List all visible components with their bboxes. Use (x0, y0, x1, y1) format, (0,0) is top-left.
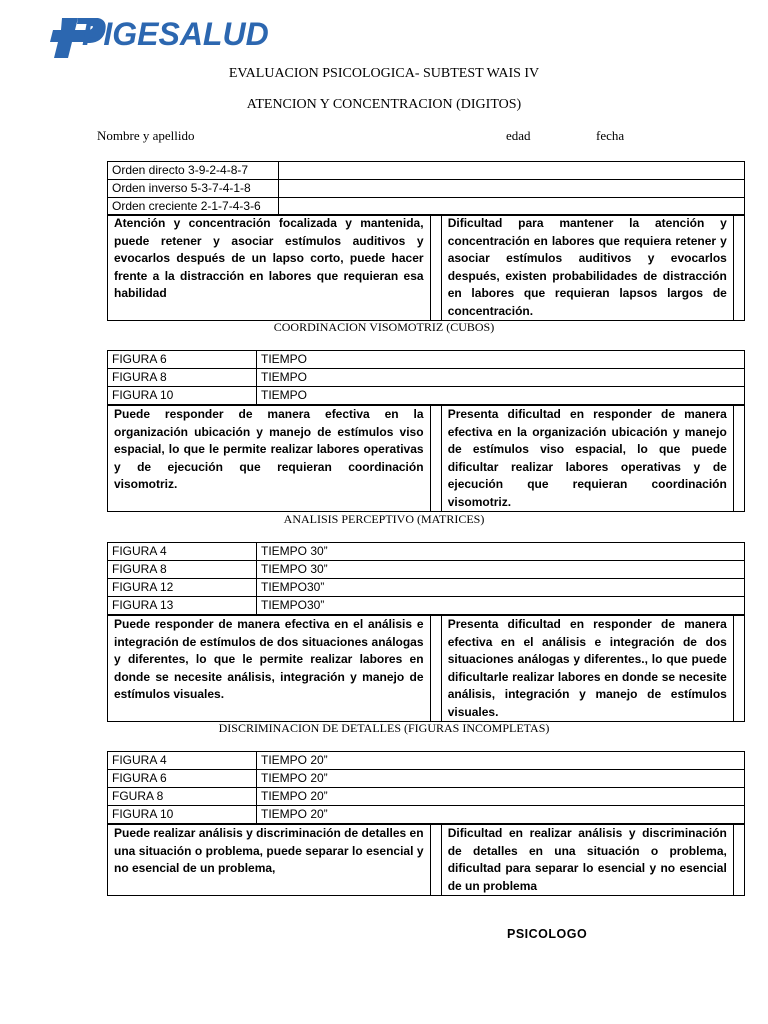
incomplete-figures-description-table (107, 824, 745, 896)
table-row (108, 180, 745, 198)
figure-label: FGURA 8 (108, 788, 257, 806)
digits-description-table (107, 214, 745, 321)
digits-negative-text: Dificultad para mantener la atención y concentración en labores que requiera retener y asociar estímulos auditivos y evocarlos después, existen probabilidades de distracción en labores que requieran lapsos largos de concentración. (441, 215, 733, 321)
digits-row-value[interactable] (279, 180, 745, 198)
cubes-positive-text: Puede responder de manera efectiva en la organización ubicación y manejo de estímulos viso espacial, lo que le permite realizar labores operativas y de ejecución que requieran coordinación visomotriz. (108, 406, 431, 512)
incomplete-figures-check-right[interactable] (733, 825, 744, 896)
incomplete-figures-negative-text: Dificultad en realizar análisis y discriminación de detalles en una situación o problema, dificultad para separar lo esencial y no esencial de un problema (441, 825, 733, 896)
digits-check-right[interactable] (733, 215, 744, 321)
time-label[interactable]: TIEMPO (257, 387, 745, 405)
digits-row-label: Orden creciente 2-1-7-4-3-6 (108, 198, 279, 216)
figure-label: FIGURA 12 (108, 579, 257, 597)
table-row (108, 351, 745, 369)
incomplete-figures-rows-table (107, 751, 745, 824)
figure-label: FIGURA 13 (108, 597, 257, 615)
digits-row-value[interactable] (279, 162, 745, 180)
incomplete-figures-positive-text: Puede realizar análisis y discriminación de detalles en una situación o problema, puede separar lo esencial y no esencial de un problema, (108, 825, 431, 896)
incomplete-figures-heading: DISCRIMINACION DE DETALLES (FIGURAS INCOMPLETAS) (218, 721, 550, 735)
digits-row-value[interactable] (279, 198, 745, 216)
document-title: EVALUACION PSICOLOGICA- SUBTEST WAIS IV (228, 66, 540, 81)
cubes-rows-table (107, 350, 745, 405)
figure-label: FIGURA 8 (108, 561, 257, 579)
table-row (108, 369, 745, 387)
table-row (108, 579, 745, 597)
time-label[interactable]: TIEMPO 20” (257, 788, 745, 806)
age-label: edad (506, 128, 531, 143)
figure-label: FIGURA 4 (108, 543, 257, 561)
figure-label: FIGURA 4 (108, 752, 257, 770)
cubes-check-right[interactable] (733, 406, 744, 512)
logo-wordmark: PIGESALUD (82, 16, 269, 52)
figure-label: FIGURA 6 (108, 351, 257, 369)
table-row (108, 406, 745, 512)
company-logo (48, 12, 278, 64)
matrices-heading: ANALISIS PERCEPTIVO (MATRICES) (283, 512, 485, 526)
matrices-rows-table (107, 542, 745, 615)
table-row (108, 561, 745, 579)
table-row (108, 215, 745, 321)
table-row (108, 770, 745, 788)
time-label[interactable]: TIEMPO (257, 351, 745, 369)
psychologist-signature-label: PSICOLOGO (507, 927, 588, 941)
time-label[interactable]: TIEMPO 20” (257, 806, 745, 824)
time-label[interactable]: TIEMPO (257, 369, 745, 387)
figure-label: FIGURA 10 (108, 806, 257, 824)
time-label[interactable]: TIEMPO 20” (257, 770, 745, 788)
date-label: fecha (596, 128, 625, 143)
table-row (108, 825, 745, 896)
table-row (108, 788, 745, 806)
figure-label: FIGURA 6 (108, 770, 257, 788)
table-row (108, 597, 745, 615)
incomplete-figures-check-left[interactable] (430, 825, 441, 896)
digits-row-label: Orden directo 3-9-2-4-8-7 (108, 162, 279, 180)
time-label[interactable]: TIEMPO 20” (257, 752, 745, 770)
cubes-negative-text: Presenta dificultad en responder de manera efectiva en la organización ubicación y manejo de estímulos viso espacial, lo que puede dificultar realizar labores operativas y de ejecución que requieran coordinación visomotriz. (441, 406, 733, 512)
time-label[interactable]: TIEMPO 30” (257, 543, 745, 561)
table-row (108, 543, 745, 561)
table-row (108, 616, 745, 722)
matrices-description-table (107, 615, 745, 722)
table-row (108, 387, 745, 405)
name-label: Nombre y apellido (97, 128, 195, 143)
matrices-check-left[interactable] (430, 616, 441, 722)
matrices-positive-text: Puede responder de manera efectiva en el análisis e integración de estímulos de dos situaciones análogas y diferentes, lo que le permite realizar labores en donde se necesite análisis, integración y manejo de estímulos visuales. (108, 616, 431, 722)
figure-label: FIGURA 10 (108, 387, 257, 405)
table-row (108, 162, 745, 180)
figure-label: FIGURA 8 (108, 369, 257, 387)
digits-positive-text: Atención y concentración focalizada y mantenida, puede retener y asociar estímulos auditivos y evocarlos después de un lapso corto, puede hacer frente a la distracción en labores que requieran esa habilidad (108, 215, 431, 321)
time-label[interactable]: TIEMPO 30” (257, 561, 745, 579)
table-row (108, 198, 745, 216)
table-row (108, 752, 745, 770)
matrices-check-right[interactable] (733, 616, 744, 722)
time-label[interactable]: TIEMPO30” (257, 597, 745, 615)
cubes-heading: COORDINACION VISOMOTRIZ (CUBOS) (273, 320, 495, 334)
matrices-negative-text: Presenta dificultad en responder de manera efectiva en el análisis e integración de dos situaciones análogas y diferentes., lo que puede dificultarle realizar labores en donde se necesite análisis, integración y manejo de estímulos visuales. (441, 616, 733, 722)
digits-row-label: Orden inverso 5-3-7-4-1-8 (108, 180, 279, 198)
time-label[interactable]: TIEMPO30” (257, 579, 745, 597)
digits-rows-table (107, 161, 745, 216)
cubes-description-table (107, 405, 745, 512)
table-row (108, 806, 745, 824)
document-subtitle: ATENCION Y CONCENTRACION (DIGITOS) (246, 97, 522, 112)
digits-check-left[interactable] (430, 215, 441, 321)
cubes-check-left[interactable] (430, 406, 441, 512)
